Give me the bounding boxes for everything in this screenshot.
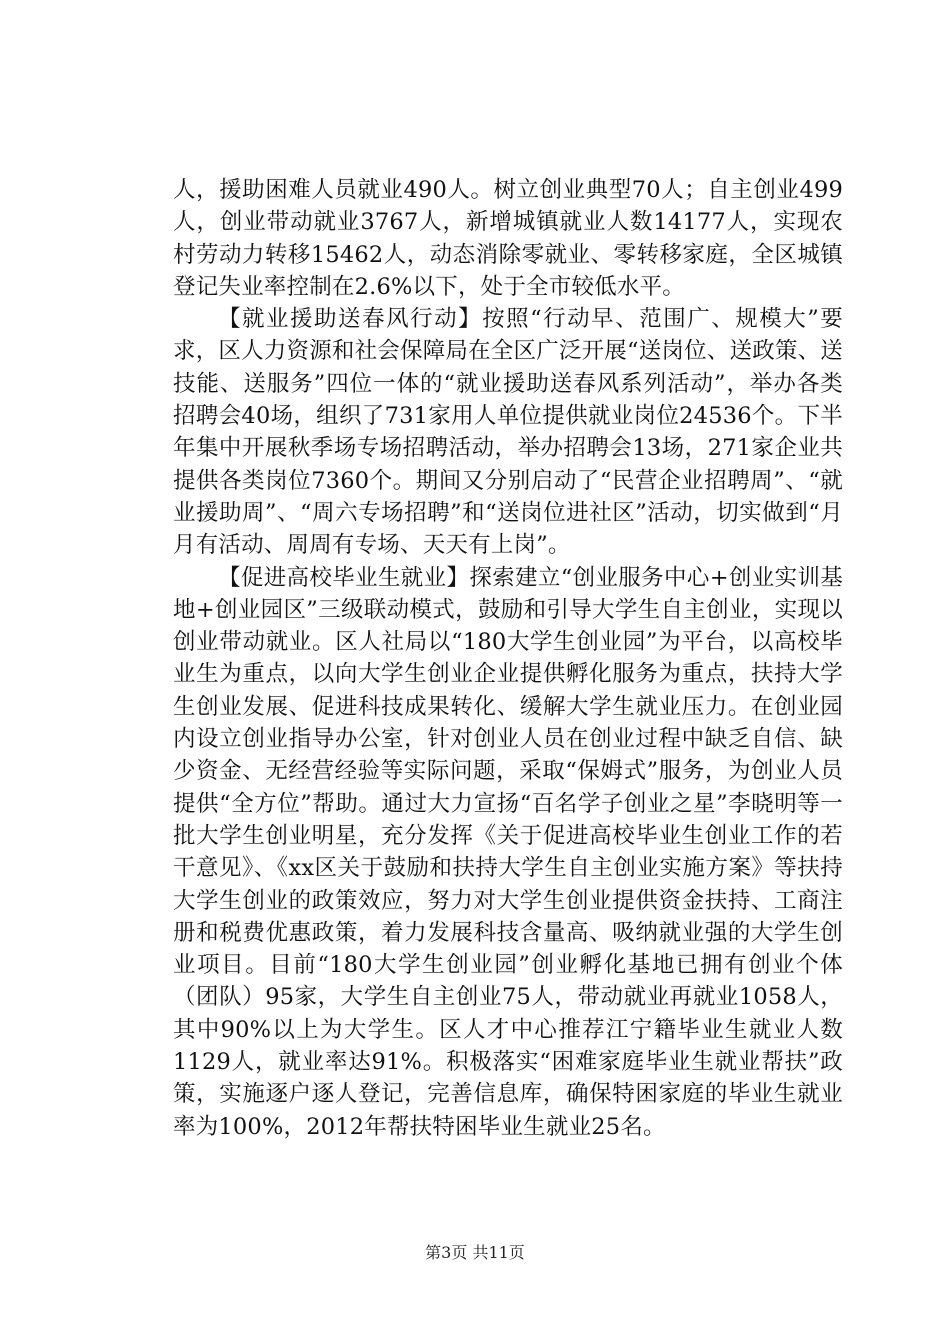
paragraph-graduate-employment: 【促进高校毕业生就业】探索建立“创业服务中心+创业实训基地+创业园区”三级联动模式，鼓励和引导大学生自主创业，实现以创业带动就业。区人社局以“180大学生创业园”为平台，以高校毕业生为重点，以向大学生创业企业提供孵化服务为重点，扶持大学生创业发展、促进科技成果转化、缓解大学生就业压力。在创业园内设立创业指导办公室，针对创业人员在创业过程中缺乏自信、缺少资金、无经营经验等实际问题，采取“保姆式”服务，为创业人员提供“全方位”帮助。通过大力宣扬“百名学子创业之星”李晓明等一批大学生创业明星，充分发挥《关于促进高校毕业生创业工作的若干意见》、《xx区关于鼓励和扶持大学生自主创业实施方案》等扶持大学生创业的政策效应，努力对大学生创业提供资金扶持、工商注册和税费优惠政策，着力发展科技含量高、吸纳就业强的大学生创业项目。目前“180大学生创业园”创业孵化基地已拥有创业个体（团队）95家，大学生自主创业75人，带动就业再就业1058人，其中90%以上为大学生。区人才中心推荐江宁籍毕业生就业人数1129人，就业率达91%。积极落实“困难家庭毕业生就业帮扶”政策，实施逐户逐人登记，完善信息库，确保特困家庭的毕业生就业率为100%，2012年帮扶特困毕业生就业25名。	[173, 564, 843, 1140]
paragraph-spring-breeze-action: 【就业援助送春风行动】按照“行动早、范围广、规模大”要求，区人力资源和社会保障局在全区广泛开展“送岗位、送政策、送技能、送服务”四位一体的“就业援助送春风系列活动”，举办各类招聘会40场，组织了731家用人单位提供就业岗位24536个。下半年集中开展秋季场专场招聘活动，举办招聘会13场，271家企业共提供各类岗位7360个。期间又分别启动了“民营企业招聘周”、“就业援助周”、“周六专场招聘”和“送岗位进社区”活动，切实做到“月月有活动、周周有专场、天天有上岗”。	[173, 306, 844, 559]
paragraph-continuation: 人，援助困难人员就业490人。树立创业典型70人；自主创业499人，创业带动就业3767人，新增城镇就业人数14177人，实现农村劳动力转移15462人，动态消除零就业、零转移家庭，全区城镇登记失业率控制在2.6%以下，处于全市较低水平。	[173, 177, 843, 300]
body-text	[173, 174, 843, 1143]
page-footer: 第3页 共11页	[425, 1243, 525, 1262]
